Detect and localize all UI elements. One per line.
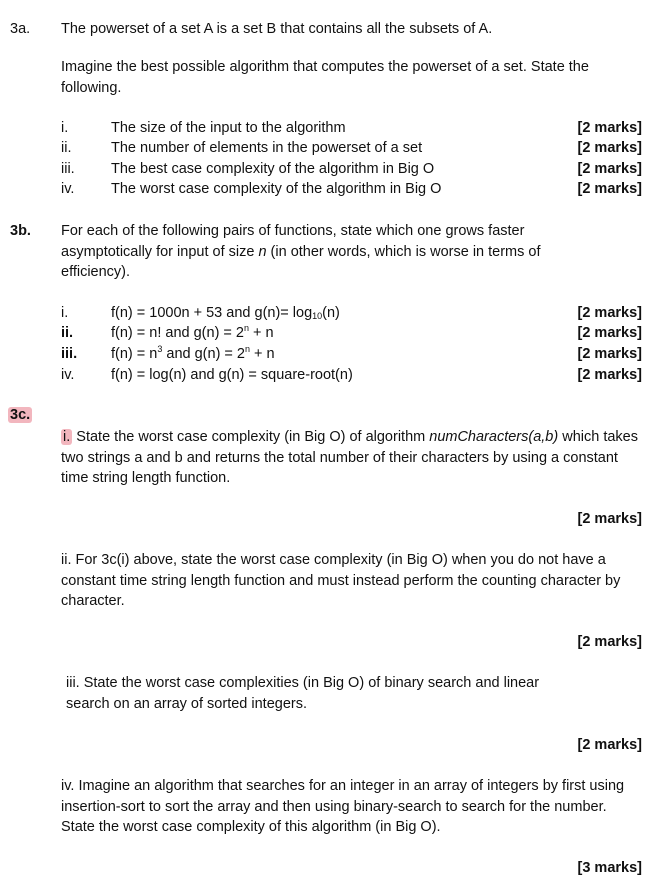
q3b-item-1-subscript: 10	[312, 311, 323, 321]
q3c-part-iv-marks: [3 marks]	[577, 860, 642, 876]
q3c-part-ii-text: ii. For 3c(i) above, state the worst case complexity (in Big O) when you do not have a constant time string length function and must instead perform the counting character by character.	[61, 552, 621, 609]
q3b-item-2-superscript: n	[244, 323, 250, 333]
q3b-item-4-roman: iv.	[61, 367, 75, 383]
q3a-item-4-text: The worst case complexity of the algorithm in Big O	[111, 181, 442, 197]
q3c-part-i-text	[61, 427, 643, 489]
q3a-item-4-marks: [2 marks]	[577, 181, 642, 197]
q3b-item-3-c: + n	[250, 346, 275, 362]
q3c-part-i-roman-highlight: i.	[63, 429, 71, 445]
q3c-part-ii-marks: [2 marks]	[577, 634, 642, 650]
q3b-item-3-superscript-2: n	[244, 344, 250, 354]
q3c-number-highlight: 3c.	[10, 407, 31, 423]
q3c-part-i-marks: [2 marks]	[577, 511, 642, 527]
q3a-item-3-roman: iii.	[61, 161, 75, 177]
q3a-item-4-roman: iv.	[61, 181, 75, 197]
question-3c-number	[8, 405, 32, 425]
question-3a-intro: The powerset of a set A is a set B that contains all the subsets of A.	[61, 21, 493, 37]
q3a-item-1-text: The size of the input to the algorithm	[111, 120, 346, 136]
q3c-part-i-function-name: numCharacters(a,b)	[429, 429, 559, 445]
q3b-item-2-marks: [2 marks]	[577, 325, 642, 341]
q3b-item-2-a: f(n) = n! and g(n) = 2	[111, 325, 244, 341]
q3c-part-i-b: which takes two strings a and b and returns the total number of their characters by using a constant time string length function.	[61, 429, 638, 486]
q3a-item-2-marks: [2 marks]	[577, 140, 642, 156]
q3b-item-3-marks: [2 marks]	[577, 346, 642, 362]
q3b-prompt-part-a: For each of the following pairs of functions, state which one grows faster asymptotically for input of size	[61, 223, 525, 260]
q3b-item-2-text	[111, 323, 274, 343]
question-3a-prompt: Imagine the best possible algorithm that computes the powerset of a set. State the following.	[61, 59, 589, 96]
q3b-item-1-text	[111, 303, 340, 323]
q3b-item-1-a: f(n) = 1000n + 53 and g(n)= log	[111, 305, 313, 321]
q3c-part-iii-text: iii. State the worst case complexities (in Big O) of binary search and linear search on an array of sorted integers.	[66, 675, 540, 712]
q3b-item-4-text: f(n) = log(n) and g(n) = square-root(n)	[111, 367, 353, 383]
q3b-item-2-b: + n	[249, 325, 274, 341]
q3b-item-3-text	[111, 344, 275, 364]
q3a-item-3-text: The best case complexity of the algorithm in Big O	[111, 161, 435, 177]
q3c-part-iv-text: iv. Imagine an algorithm that searches for an integer in an array of integers by first using insertion-sort to sort the array and then using binary-search to search for the number. State the worst case complexity of this algorithm (in Big O).	[61, 778, 625, 835]
question-3a-number: 3a.	[10, 21, 31, 37]
q3c-part-i-a: State the worst case complexity (in Big O) of algorithm	[72, 429, 430, 445]
q3c-part-iii-marks: [2 marks]	[577, 737, 642, 753]
q3b-prompt-part-b: (in other words, which is worse in terms of efficiency).	[61, 243, 541, 280]
q3b-item-2-roman: ii.	[61, 325, 74, 341]
q3a-item-2-roman: ii.	[61, 140, 72, 156]
q3b-item-4-marks: [2 marks]	[577, 367, 642, 383]
q3a-item-1-marks: [2 marks]	[577, 120, 642, 136]
q3b-item-3-superscript-1: 3	[157, 344, 163, 354]
q3b-item-3-roman: iii.	[61, 346, 78, 362]
q3a-item-1-roman: i.	[61, 120, 69, 136]
q3b-item-1-roman: i.	[61, 305, 69, 321]
q3b-item-1-b: (n)	[322, 305, 340, 321]
q3a-item-2-text: The number of elements in the powerset of a set	[111, 140, 423, 156]
question-3b-number: 3b.	[10, 223, 31, 239]
question-3b-prompt	[61, 221, 606, 283]
q3b-prompt-n: n	[258, 243, 267, 260]
q3b-item-1-marks: [2 marks]	[577, 305, 642, 321]
q3b-item-3-b: and g(n) = 2	[162, 346, 245, 362]
q3b-item-3-a: f(n) = n	[111, 346, 158, 362]
q3a-item-3-marks: [2 marks]	[577, 161, 642, 177]
